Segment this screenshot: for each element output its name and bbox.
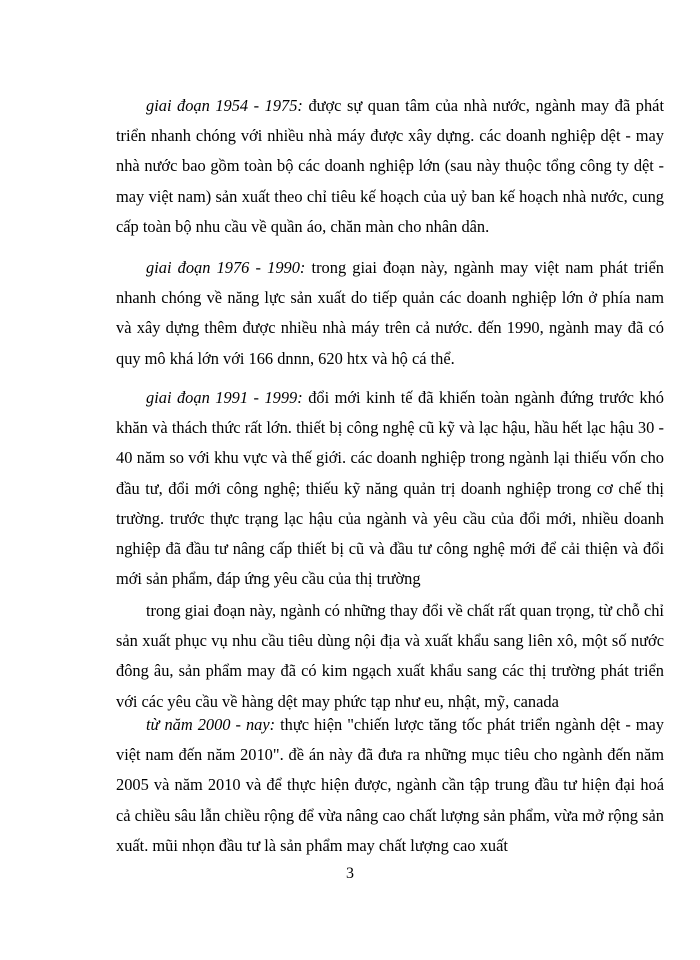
page-number: 3 xyxy=(346,865,354,882)
paragraph-1954-1975 xyxy=(116,91,664,242)
paragraph-text: trong giai đoạn này, ngành may việt nam phát triển nhanh chóng về năng lực sản xuất do tiếp quản các doanh nghiệp lớn ở phía nam và xây dựng thêm được nhiều nhà máy trên cả nước. đến 1990, ngành may đã có quy mô khá lớn với 166 dnnn, 620 htx và hộ cá thể. xyxy=(116,258,664,368)
paragraph-lead: từ năm 2000 - nay: xyxy=(146,715,276,734)
paragraph-1991-1999 xyxy=(116,383,664,594)
paragraph-lead: giai đoạn 1954 - 1975: xyxy=(146,96,303,115)
paragraph-text: thực hiện "chiến lược tăng tốc phát triển ngành dệt - may việt nam đến năm 2010". đề án này đã đưa ra những mục tiêu cho ngành đến năm 2005 và năm 2010 và để thực hiện được, ngành cần tập trung đầu tư hiện đại hoá cả chiều sâu lẫn chiều rộng để vừa nâng cao chất lượng sản phẩm, vừa mở rộng sản xuất. mũi nhọn đầu tư là sản phẩm may chất lượng cao xuất xyxy=(116,715,664,855)
paragraph-text: được sự quan tâm của nhà nước, ngành may đã phát triển nhanh chóng với nhiều nhà máy được xây dựng. các doanh nghiệp dệt - may nhà nước bao gồm toàn bộ các doanh nghiệp lớn (sau này thuộc tổng công ty dệt - may việt nam) sản xuất theo chỉ tiêu kế hoạch của uỷ ban kế hoạch nhà nước, cung cấp toàn bộ nhu cầu về quần áo, chăn màn cho nhân dân. xyxy=(116,96,664,236)
paragraph-2000-now xyxy=(116,710,664,861)
paragraph-text: đổi mới kinh tế đã khiến toàn ngành đứng trước khó khăn và thách thức rất lớn. thiết bị công nghệ cũ kỹ và lạc hậu, hầu hết lạc hậu 30 - 40 năm so với khu vực và thế giới. các doanh nghiệp trong ngành lại thiếu vốn cho đầu tư, đổi mới công nghệ; thiếu kỹ năng quản trị doanh nghiệp trong cơ chế thị trường. trước thực trạng lạc hậu của ngành và yêu cầu của đổi mới, nhiều doanh nghiệp đã đầu tư nâng cấp thiết bị cũ và đầu tư công nghệ mới để cải thiện và đổi mới sản phẩm, đáp ứng yêu cầu của thị trường xyxy=(116,388,665,589)
paragraph-1976-1990 xyxy=(116,253,664,374)
paragraph-text: trong giai đoạn này, ngành có những thay đổi về chất rất quan trọng, từ chỗ chỉ sản xuất phục vụ nhu cầu tiêu dùng nội địa và xuất khẩu sang liên xô, một số nước đông âu, sản phẩm may đã có kim ngạch xuất khẩu sang các thị trường phát triển với các yêu cầu về hàng dệt may phức tạp như eu, nhật, mỹ, canada xyxy=(116,601,664,711)
paragraph-lead: giai đoạn 1991 - 1999: xyxy=(146,388,303,407)
paragraph-lead: giai đoạn 1976 - 1990: xyxy=(146,258,306,277)
paragraph-transition xyxy=(116,596,664,717)
